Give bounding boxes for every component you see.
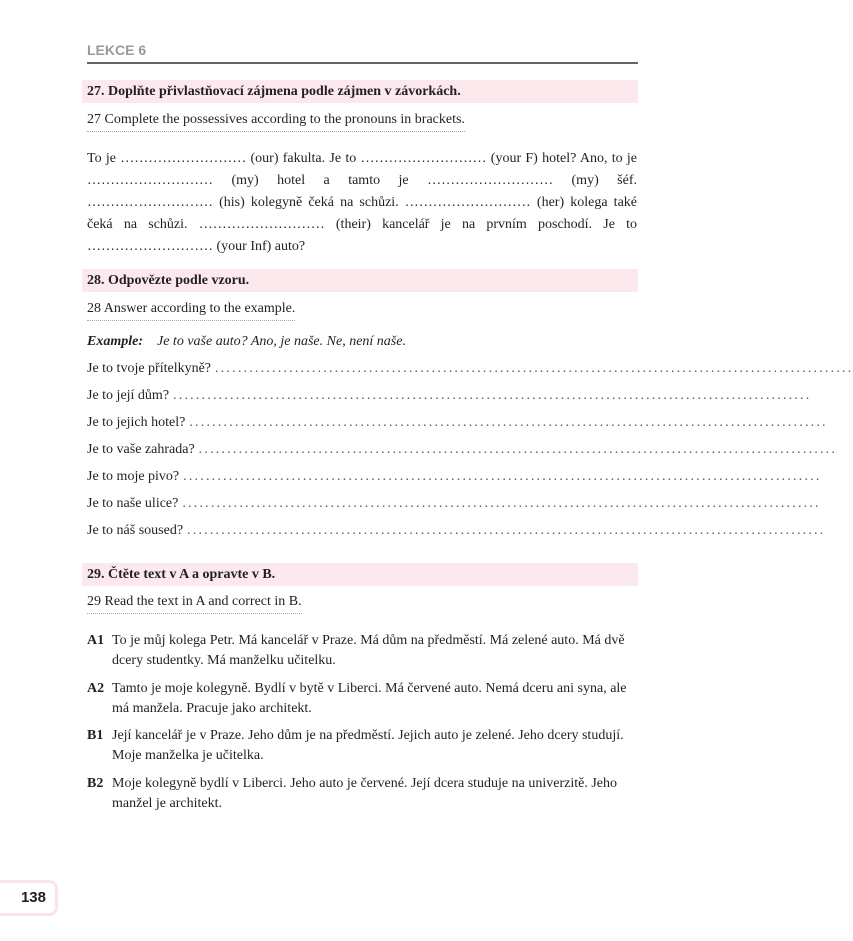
header-divider: [87, 62, 638, 64]
answer-line[interactable]: ................................................................................................................: [182, 496, 821, 511]
text-item: [87, 679, 637, 719]
exercise-27-text: To je ……………………… (our) fakulta. Je to ……………………… (your F) hotel? Ano, to je ……………………… (my) hotel a tamto je ……………………… (my) šéf. ……………………… (his) kolegyně čeká na schůzi. ……………………… (her) kolega také čeká na schůzi. ……………………… (their) kancelář je na prvním poschodí. Je to ……………………… (your Inf) auto?: [87, 151, 637, 254]
question-row: [87, 469, 822, 485]
answer-line[interactable]: ................................................................................................................: [187, 523, 826, 538]
question-row: [87, 388, 812, 404]
page-number: 138: [0, 880, 58, 916]
question-text: Je to jejich hotel?: [87, 415, 186, 430]
answer-line[interactable]: ................................................................................................................: [183, 469, 822, 484]
exercise-29-subtitle: 29 Read the text in A and correct in B.: [87, 594, 302, 614]
question-text: Je to moje pivo?: [87, 469, 180, 484]
exercise-27-title: 27. Doplňte přivlastňovací zájmena podle zájmen v závorkách.: [82, 80, 638, 103]
example-text: Je to vaše auto? Ano, je naše. Ne, není naše.: [157, 334, 406, 349]
lesson-header: LEKCE 6: [87, 42, 147, 58]
text-item: [87, 726, 637, 766]
question-row: [87, 361, 853, 377]
answer-line[interactable]: ................................................................................................................: [198, 442, 838, 457]
answer-line[interactable]: ................................................................................................................: [189, 415, 828, 430]
item-key: B2: [87, 776, 104, 791]
answer-line[interactable]: ................................................................................................................: [215, 361, 853, 376]
item-text: Její kancelář je v Praze. Jeho dům je na předměstí. Jejich auto je zelené. Jeho dcery studují. Moje manželka je učitelka.: [112, 728, 624, 763]
example-label: Example:: [87, 334, 143, 349]
exercise-28-title: 28. Odpovězte podle vzoru.: [82, 269, 638, 292]
answer-line[interactable]: ................................................................................................................: [173, 388, 812, 403]
question-text: Je to naše ulice?: [87, 496, 179, 511]
example: [87, 334, 406, 350]
exercise-27-subtitle: 27 Complete the possessives according to the pronouns in brackets.: [87, 112, 465, 132]
question-text: Je to její dům?: [87, 388, 170, 403]
question-text: Je to náš soused?: [87, 523, 184, 538]
question-row: [87, 496, 821, 512]
text-item: [87, 631, 637, 671]
exercise-28-subtitle: 28 Answer according to the example.: [87, 301, 295, 321]
item-text: To je můj kolega Petr. Má kancelář v Praze. Má dům na předměstí. Má zelené auto. Má dvě dcery studentky. Má manželku učitelku.: [112, 633, 625, 668]
text-item: [87, 774, 637, 814]
question-text: Je to vaše zahrada?: [87, 442, 195, 457]
question-row: [87, 442, 838, 458]
exercise-29-title: 29. Čtěte text v A a opravte v B.: [82, 563, 638, 586]
question-row: [87, 415, 828, 431]
item-key: B1: [87, 728, 104, 743]
question-text: Je to tvoje přítelkyně?: [87, 361, 212, 376]
item-text: Moje kolegyně bydlí v Liberci. Jeho auto je červené. Její dcera studuje na univerzitě. Jeho manžel je architekt.: [112, 776, 617, 811]
item-key: A1: [87, 633, 105, 648]
question-row: [87, 523, 826, 539]
item-text: Tamto je moje kolegyně. Bydlí v bytě v Liberci. Má červené auto. Nemá dceru ani syna, ale má manžela. Pracuje jako architekt.: [112, 681, 627, 716]
item-key: A2: [87, 681, 105, 696]
